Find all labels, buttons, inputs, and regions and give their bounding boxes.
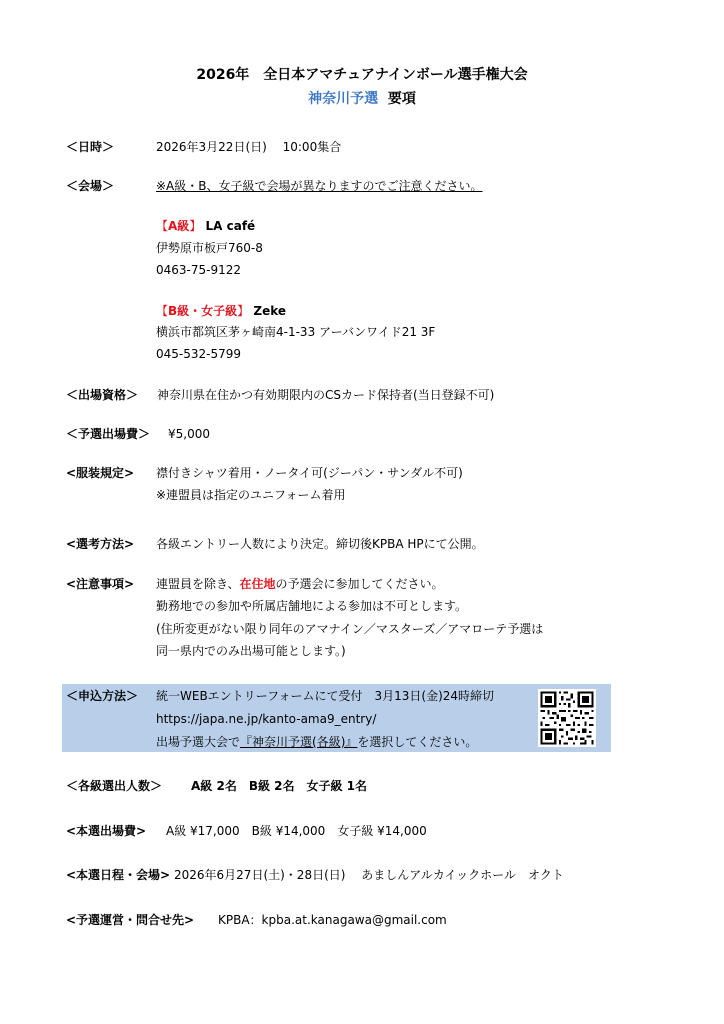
qr-code-icon[interactable] bbox=[538, 689, 596, 747]
final-schedule-value: 2026年6月27日(土)・28日(日) あましんアルカイックホール オクト bbox=[174, 868, 564, 882]
venue-b-address: 横浜市都筑区茅ヶ崎南4-1-33 アーバンワイド21 3F bbox=[156, 325, 436, 339]
selection-value: 各級エントリー人数により決定。締切後KPBA HPにて公開。 bbox=[156, 537, 484, 551]
notice-line1-post: の予選会に参加してください。 bbox=[275, 577, 444, 591]
application-line3 bbox=[156, 736, 477, 748]
qualifiers-value: A級 2名 B級 2名 女子級 1名 bbox=[191, 779, 368, 793]
final-fee-value: A級 ¥17,000 B級 ¥14,000 女子級 ¥14,000 bbox=[166, 824, 427, 838]
venue-a-heading bbox=[156, 220, 255, 232]
subtitle-region: 神奈川予選 bbox=[308, 91, 379, 107]
venue-a-phone: 0463-75-9122 bbox=[156, 263, 242, 277]
selection-label: <選考方法> bbox=[66, 537, 135, 551]
fee-label: ＜予選出場費＞ bbox=[66, 427, 151, 441]
venue-a-tag-close: 】 bbox=[189, 219, 202, 233]
final-schedule-label: <本選日程・会場> bbox=[66, 868, 171, 882]
notice-line1-red: 在住地 bbox=[239, 577, 276, 591]
qualifiers-label: ＜各級選出人数＞ bbox=[66, 779, 163, 793]
subtitle-rest: 要項 bbox=[387, 91, 416, 107]
notice-line3: (住所変更がない限り同年のアマナイン／マスターズ／アマローテ予選は bbox=[156, 622, 544, 636]
notice-line1-pre: 連盟員を除き、 bbox=[156, 577, 240, 591]
page-subtitle bbox=[0, 92, 724, 106]
venue-note: ※A級・B、女子級で会場が異なりますのでご注意ください。 bbox=[156, 179, 483, 193]
fee-value: ¥5,000 bbox=[168, 427, 210, 441]
notice-line4: 同一県内でのみ出場可能とします。) bbox=[156, 644, 346, 658]
application-line3-highlight: 『神奈川予選(各級)』 bbox=[240, 735, 358, 749]
application-line1: 統一WEBエントリーフォームにて受付 3月13日(金)24時締切 bbox=[156, 689, 495, 703]
eligibility-value: 神奈川県在住かつ有効期限内のCSカード保持者(当日登録不可) bbox=[157, 388, 495, 402]
venue-b-tag-open: 【 bbox=[156, 304, 169, 318]
venue-b-tag: B級・女子級 bbox=[168, 304, 238, 318]
application-label: ＜申込方法＞ bbox=[66, 689, 139, 703]
venue-a-name: LA café bbox=[201, 219, 256, 233]
application-line3-post: を選択してください。 bbox=[357, 735, 478, 749]
contact-value[interactable]: KPBA：kpba.at.kanagawa@gmail.com bbox=[218, 913, 447, 927]
venue-b-tag-close: 】 bbox=[237, 304, 250, 318]
venue-label: ＜会場＞ bbox=[66, 179, 115, 193]
contact-label: <予選運営・問合せ先> bbox=[66, 913, 195, 927]
dress-line2: ※連盟員は指定のユニフォーム着用 bbox=[156, 488, 346, 502]
notice-line1 bbox=[156, 578, 444, 590]
date-label: ＜日時＞ bbox=[66, 140, 115, 154]
venue-b-name: Zeke bbox=[249, 304, 287, 318]
application-url[interactable]: https://japa.ne.jp/kanto-ama9_entry/ bbox=[156, 712, 377, 726]
venue-a-tag: A級 bbox=[168, 219, 190, 233]
page-title: 2026年 全日本アマチュアナインボール選手権大会 bbox=[196, 67, 528, 83]
date-value: 2026年3月22日(日) 10:00集合 bbox=[156, 140, 342, 154]
final-fee-label: <本選出場費> bbox=[66, 824, 147, 838]
venue-a-address: 伊勢原市板戸760-8 bbox=[156, 241, 263, 255]
venue-b-heading bbox=[156, 305, 286, 317]
eligibility-label: ＜出場資格＞ bbox=[66, 388, 139, 402]
dress-label: <服装規定> bbox=[66, 466, 135, 480]
dress-line1: 襟付きシャツ着用・ノータイ可(ジーパン・サンダル不可) bbox=[156, 466, 463, 480]
application-line3-pre: 出場予選大会で bbox=[156, 735, 241, 749]
notice-label: <注意事項> bbox=[66, 577, 135, 591]
notice-line2: 勤務地での参加や所属店舗地による参加は不可とします。 bbox=[156, 599, 468, 613]
venue-b-phone: 045-532-5799 bbox=[156, 347, 242, 361]
venue-a-tag-open: 【 bbox=[156, 219, 169, 233]
